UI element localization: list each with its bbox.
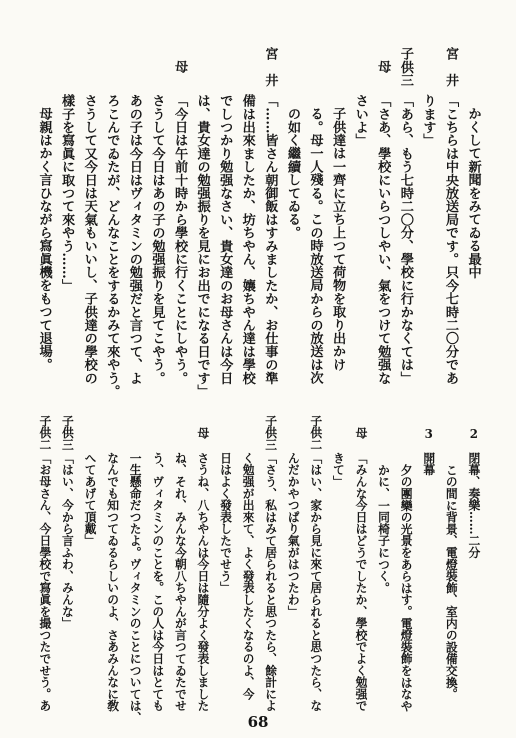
stage-direction-line: る。母一人殘る。この時放送局からの放送は次 [307,107,323,385]
dialogue-line: 日はよく發表したでせう」 [218,452,233,594]
dialogue-line: ります」 [420,94,436,147]
speaker-label: 母 [195,427,210,439]
dialogue-line: さうして又今日は天氣もいいし、子供達の學校の [81,94,97,385]
dialogue-line: ろこんでゐたが、どんなことをするかみて來やう。 [104,94,120,398]
dialogue-line: あの子は今日はヴィタミンの勉强だと言つて、よ [126,94,142,385]
stage-direction-line: の如く繼續してゐる。 [284,107,300,240]
dialogue-line: 樣子を寫眞に取つて來やう……」 [59,94,75,292]
dialogue-line: う、ヴィタミンのことを。この人は今日はとても [150,452,165,712]
dialogue-line: さいよ」 [352,94,368,147]
speaker-label: 子供三 [60,415,75,451]
dialogue-line: なんでも知つてゐるらしいのよ、さあみんなに敎 [105,452,120,712]
dialogue-line: 「お母さん、今日學校で寫眞を撮つたでせう。あ [37,452,52,712]
speaker-label: 母 [375,60,391,74]
dialogue-line: は、貴女達の勉强振りを見にお出でになる日です」 [194,94,210,398]
dialogue-line: 「さう、私はみて居られると思つたら、餘計によ [263,452,278,712]
dialogue-line: 「こちらは中央放送局です。只今七時二〇分であ [443,94,458,385]
stage-direction-line: 夕の團欒の光景をあらはす。電燈裝飾をはなや [399,463,414,712]
dialogue-line: 一生懸命だつたよ。ヴィタミンのことについては、 [128,452,143,724]
speaker-label: 子供三 [263,415,278,451]
dialogue-line: 「はい、家から見に來て居られると思つたら、な [308,452,323,712]
dialogue-line: でしつかり勉强なさい、貴女達のお母さんは今日 [217,94,233,385]
stage-direction-line: 子供達は一齊に立ち上つて荷物を取り出かけ [330,107,346,372]
dialogue-line: 「あら、もう七時二〇分、學校に行かなくては」 [397,94,413,385]
speaker-label: 宮 井 [443,47,458,87]
scene-number: 3 [421,427,436,442]
scene-heading: 開幕 [421,452,436,476]
dialogue-line: きて」 [331,452,346,488]
speaker-label: 子供三 [397,47,413,87]
dialogue-line: さうね、八ちやんは今日は隨分よく發表しました [195,452,210,712]
dialogue-line: く勉强が出來て、よく發表したくなるのよ、今 [241,452,256,700]
stage-direction-line: 母親はかく言ひながら寫眞機をもつて退場。 [36,107,52,372]
speaker-label: 子供二 [37,415,52,451]
stage-direction-line: かに、一同椅子につく。 [376,463,391,594]
scene-number: 2 [466,427,481,442]
dialogue-line: さうして今日はあの子の勉强振りを見てこやう。 [149,94,165,385]
stage-direction-line: この間に背景、電燈裝飾、室内の設備交換。 [444,463,459,700]
speaker-label: 母 [172,60,188,74]
dialogue-line: 「今日は午前十時から學校に行くことにしやう。 [172,94,188,385]
dialogue-line: 「さあ、學校にいらつしやい、氣をつけて勉强な [375,94,391,385]
dialogue-line: 「……皆さん朝御飯はすみましたか、お仕事の準 [262,94,278,385]
speaker-label: 子供二 [308,415,323,451]
speaker-label: 宮 井 [262,47,278,87]
scene-heading: 閉幕、奏樂……二分 [466,452,481,559]
speaker-label: 母 [353,427,368,439]
stage-direction-line: かくして新聞をみてゐる最中 [465,107,481,279]
dialogue-line: へてあげて頂戴」 [83,452,98,547]
dialogue-line: 「みんな今日はどうでしたか、學校でよく勉强で [353,452,368,712]
dialogue-line: んだかやつぱり氣がはつたわ」 [286,452,301,618]
page-number: 68 [247,713,269,731]
dialogue-line: 「はい、今から言ふわ、みんな」 [60,452,75,629]
dialogue-line: ね、それ、みんな今朝八ちやんが言つてゐたでせ [173,452,188,712]
dialogue-line: 備は出來ましたか、坊ちやん、孃ちやん達は學校 [239,94,255,385]
